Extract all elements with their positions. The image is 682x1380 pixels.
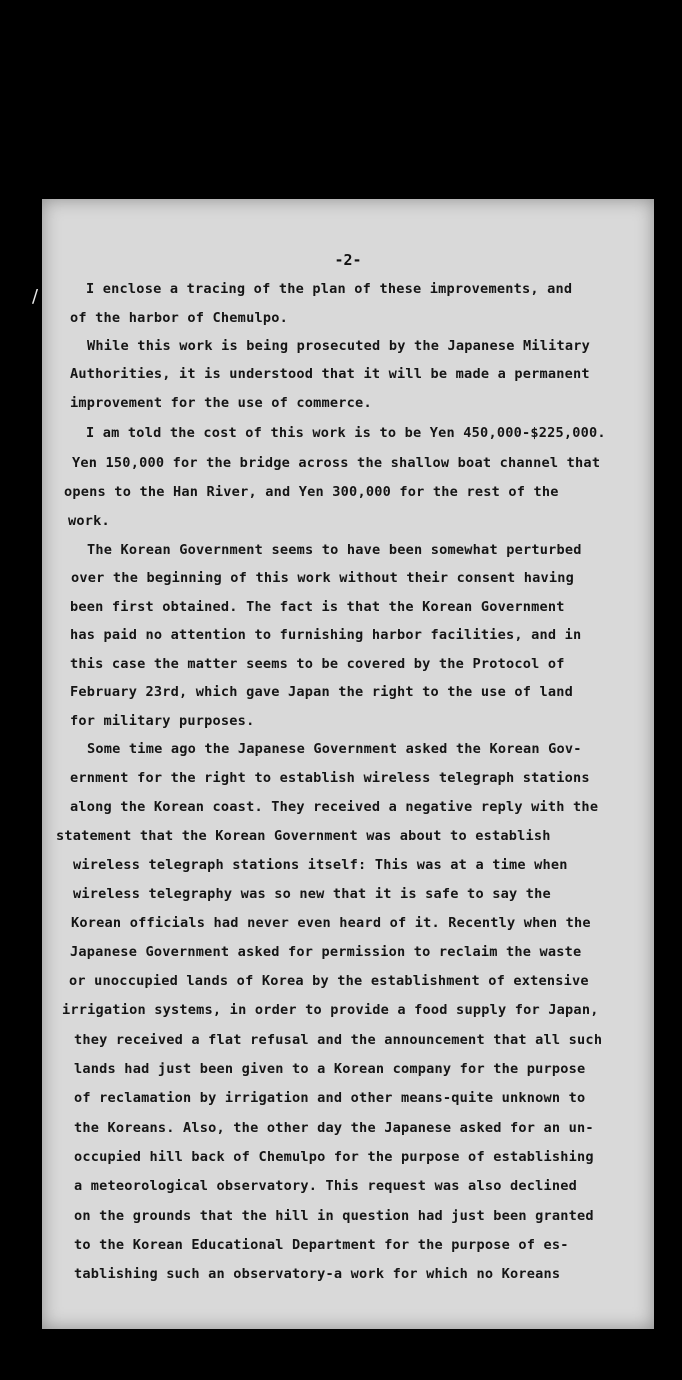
text-line: Authorities, it is understood that it will be made a permanent (70, 366, 590, 382)
text-line: wireless telegraphy was so new that it is safe to say the (73, 886, 551, 902)
text-line: The Korean Government seems to have been somewhat perturbed (87, 542, 582, 558)
margin-mark: / (32, 286, 39, 307)
text-line: statement that the Korean Government was about to establish (56, 828, 551, 844)
text-line: of the harbor of Chemulpo. (70, 310, 288, 326)
text-line: of reclamation by irrigation and other means-quite unknown to (74, 1090, 586, 1106)
text-line: been first obtained. The fact is that the Korean Government (70, 599, 565, 615)
text-line: wireless telegraph stations itself: This was at a time when (73, 857, 568, 873)
text-line: ernment for the right to establish wireless telegraph stations (70, 770, 590, 786)
text-line: I am told the cost of this work is to be Yen 450,000-$225,000. (86, 425, 606, 441)
text-line: February 23rd, which gave Japan the right to the use of land (70, 684, 574, 700)
text-line: improvement for the use of commerce. (70, 395, 372, 411)
text-line: for military purposes. (70, 713, 255, 729)
text-line: irrigation systems, in order to provide a food supply for Japan, (62, 1002, 599, 1018)
text-line: Japanese Government asked for permission to reclaim the waste (70, 944, 582, 960)
text-line: occupied hill back of Chemulpo for the purpose of establishing (74, 1149, 594, 1165)
text-line: opens to the Han River, and Yen 300,000 for the rest of the (64, 484, 559, 500)
text-line: to the Korean Educational Department for the purpose of es- (74, 1237, 569, 1253)
text-line: I enclose a tracing of the plan of these improvements, and (86, 281, 573, 297)
text-line: along the Korean coast. They received a negative reply with the (70, 799, 599, 815)
document-page (42, 199, 654, 1329)
text-line: this case the matter seems to be covered by the Protocol of (70, 656, 565, 672)
text-line: the Koreans. Also, the other day the Japanese asked for an un- (74, 1120, 594, 1136)
text-line: While this work is being prosecuted by the Japanese Military (87, 338, 591, 354)
text-line: work. (68, 513, 110, 529)
text-line: tablishing such an observatory-a work for which no Koreans (74, 1266, 561, 1282)
text-line: or unoccupied lands of Korea by the establishment of extensive (69, 973, 589, 989)
text-line: lands had just been given to a Korean company for the purpose (74, 1061, 586, 1077)
text-line: on the grounds that the hill in question had just been granted (74, 1208, 594, 1224)
text-line: over the beginning of this work without their consent having (71, 570, 575, 586)
page-number: -2- (334, 251, 362, 269)
text-line: Some time ago the Japanese Government asked the Korean Gov- (87, 741, 582, 757)
text-line: they received a flat refusal and the announcement that all such (74, 1032, 603, 1048)
text-line: Korean officials had never even heard of it. Recently when the (71, 915, 591, 931)
text-line: has paid no attention to furnishing harbor facilities, and in (70, 627, 582, 643)
text-line: a meteorological observatory. This request was also declined (74, 1178, 578, 1194)
text-line: Yen 150,000 for the bridge across the shallow boat channel that (72, 455, 601, 471)
